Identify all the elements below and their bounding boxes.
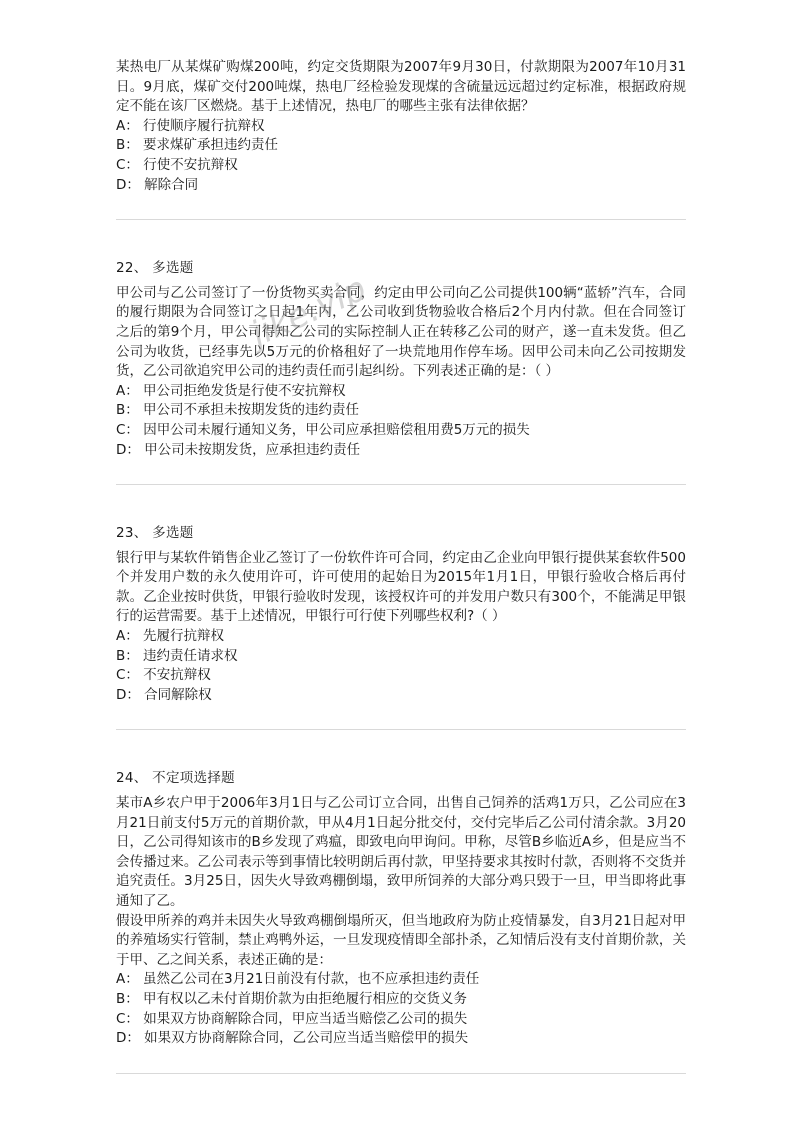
option-c[interactable]: C： 不安抗辩权 [116,667,211,684]
option-b[interactable]: B： 要求煤矿承担违约责任 [116,137,279,154]
question-header: 23、 多选题 [116,525,194,542]
option-c[interactable]: C： 行使不安抗辩权 [116,156,238,173]
option-b[interactable]: B： 甲有权以乙未付首期价款为由拒绝履行相应的交货义务 [116,990,468,1007]
option-a[interactable]: A： 甲公司拒绝发货是行使不安抗辩权 [116,382,346,399]
question-stem: 甲公司与乙公司签订了一份货物买卖合同，约定由甲公司向乙公司提供100辆“蓝轿”汽车，合同的履行期限为合同签订之日起1年内，乙公司收到货物验收合格后2个月内付款。但在合同签订之后的第9个月，甲公司得知乙公司的实际控制人正在转移乙公司的财产，遂一直未发货。但乙公司为收货，已经事先以5万元的价格租好了一块荒地用作停车场。因甲公司未向乙公司按期发货，乙公司欲追究甲公司的违约责任而引起纠纷。下列表述正确的是：（ ） [116,284,686,380]
divider [116,729,686,730]
question-stem-continued: 假设甲所养的鸡并未因失火导致鸡棚倒塌所灭，但当地政府为防止疫情暴发，自3月21日起对甲的养殖场实行管制，禁止鸡鸭外运，一旦发现疫情即全部扑杀，乙知情后没有支付首期价款，关于甲、乙之间关系，表述正确的是： [116,912,686,968]
option-d[interactable]: D： 甲公司未按期发货，应承担违约责任 [116,441,361,458]
question-21 [116,58,686,195]
question-header: 22、 多选题 [116,260,194,277]
question-24 [116,769,686,1048]
question-list [116,58,686,1074]
question-stem: 某热电厂从某煤矿购煤200吨，约定交货期限为2007年9月30日，付款期限为2007年10月31日。9月底，煤矿交付200吨煤，热电厂经检验发现煤的含硫量远远超过约定标准，根据政府规定不能在该厂区燃烧。基于上述情况，热电厂的哪些主张有法律依据？ [116,59,686,115]
option-d[interactable]: D： 解除合同 [116,176,199,193]
option-b[interactable]: B： 违约责任请求权 [116,647,238,664]
option-b[interactable]: B： 甲公司不承担未按期发货的违约责任 [116,402,360,419]
question-stem: 某市A乡农户甲于2006年3月1日与乙公司订立合同，出售自己饲养的活鸡1万只，乙公司应在3月21日前支付5万元的首期价款，甲从4月1日起分批交付，交付完毕后乙公司付清余款。3月20日，乙公司得知该市的B乡发现了鸡瘟，即致电向甲询问。甲称，尽管B乡临近A乡，但是应当不会传播过来。乙公司表示等到事情比较明朗后再付款，甲坚持要求其按时付款，否则将不交货并追究责任。3月25日，因失火导致鸡棚倒塌，致甲所饲养的大部分鸡只毁于一旦，甲当即将此事通知了乙。 [116,795,686,909]
option-a[interactable]: A： 虽然乙公司在3月21日前没有付款，也不应承担违约责任 [116,971,480,988]
option-a[interactable]: A： 行使顺序履行抗辩权 [116,117,265,134]
question-header: 24、 不定项选择题 [116,770,235,787]
divider [116,484,686,485]
question-stem: 银行甲与某软件销售企业乙签订了一份软件许可合同，约定由乙企业向甲银行提供某套软件500个并发用户数的永久使用许可，许可使用的起始日为2015年1月1日，甲银行验收合格后再付款。乙企业按时供货，甲银行验收时发现，该授权许可的并发用户数只有300个，不能满足甲银行的运营需要。基于上述情况，甲银行可行使下列哪些权利?（ ） [116,549,686,625]
option-a[interactable]: A： 先履行抗辩权 [116,628,225,645]
divider [116,1073,686,1074]
option-d[interactable]: D： 如果双方协商解除合同，乙公司应当适当赔偿甲的损失 [116,1030,469,1047]
option-d[interactable]: D： 合同解除权 [116,686,212,703]
watermark: jike.vip [245,268,373,355]
divider [116,219,686,220]
option-c[interactable]: C： 如果双方协商解除合同，甲应当适当赔偿乙公司的损失 [116,1010,468,1027]
question-23 [116,524,686,705]
option-c[interactable]: C： 因甲公司未履行通知义务，甲公司应承担赔偿租用费5万元的损失 [116,421,530,438]
question-22 [116,259,686,460]
